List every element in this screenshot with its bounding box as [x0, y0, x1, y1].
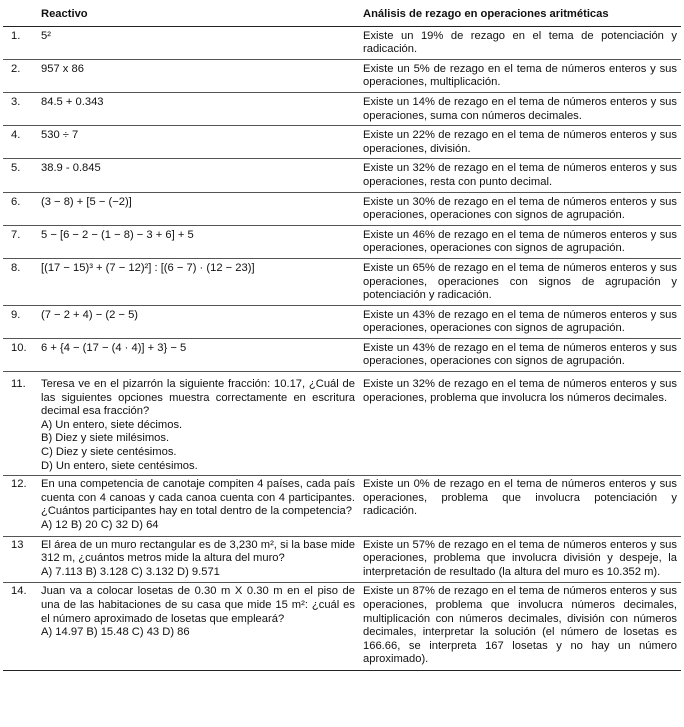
- item-cell: [37, 583, 359, 671]
- item-cell: [37, 26, 359, 59]
- row-number: 1.: [3, 26, 37, 59]
- question-text: Teresa ve en el pizarrón la siguiente fracción: 10.17, ¿Cuál de las siguientes opciones muestra correctamente en escritura decimal esa fracción?: [41, 378, 355, 418]
- row-number: 9.: [3, 305, 37, 338]
- answer-options: A) 14.97 B) 15.48 C) 43 D) 86: [41, 626, 190, 639]
- analysis-cell: Existe un 19% de rezago en el tema de potenciación y radicación.: [359, 26, 681, 59]
- table-row: [3, 536, 681, 583]
- item-line: [(17 − 15)³ + (7 − 12)²] : [(6 − 7) · (12 − 23)]: [41, 261, 255, 274]
- table-row: [3, 338, 681, 371]
- analysis-cell: Existe un 30% de rezago en el tema de números enteros y sus operaciones, operaciones con signos de agrupación.: [359, 192, 681, 225]
- analysis-cell: Existe un 0% de rezago en el tema de números enteros y sus operaciones, problema que involucra potenciación y radicación.: [359, 476, 681, 536]
- row-number: 10.: [3, 338, 37, 371]
- row-number: 4.: [3, 126, 37, 159]
- table-row: [3, 583, 681, 671]
- item-line: 530 ÷ 7: [41, 129, 79, 142]
- table-row: [3, 192, 681, 225]
- analysis-cell: Existe un 43% de rezago en el tema de números enteros y sus operaciones, operaciones con signos de agrupación.: [359, 338, 681, 371]
- analysis-cell: Existe un 46% de rezago en el tema de números enteros y sus operaciones, operaciones con signos de agrupación.: [359, 225, 681, 258]
- item-line: 5²: [41, 29, 51, 42]
- table-row: [3, 372, 681, 476]
- analysis-cell: Existe un 22% de rezago en el tema de números enteros y sus operaciones, división.: [359, 126, 681, 159]
- analysis-cell: Existe un 57% de rezago en el tema de números enteros y sus operaciones, problema que involucra división y despeje, la interpretación de resultado (la altura del muro es 10.352 m).: [359, 536, 681, 583]
- table-row: [3, 305, 681, 338]
- item-cell: [37, 159, 359, 192]
- results-table: [3, 3, 681, 671]
- table-row: [3, 258, 681, 305]
- table-body: [3, 26, 681, 670]
- answer-option: A) Un entero, siete décimos.: [41, 418, 183, 431]
- row-number: 7.: [3, 225, 37, 258]
- item-cell: [37, 305, 359, 338]
- item-line: (7 − 2 + 4) − (2 − 5): [41, 308, 139, 321]
- item-cell: [37, 476, 359, 536]
- header-item: Reactivo: [37, 3, 359, 26]
- row-number: 13: [3, 536, 37, 583]
- row-number: 5.: [3, 159, 37, 192]
- item-line: 5 − [6 − 2 − (1 − 8) − 3 + 6] + 5: [41, 228, 194, 241]
- table-row: [3, 59, 681, 92]
- row-number: 6.: [3, 192, 37, 225]
- item-cell: [37, 126, 359, 159]
- table-row: [3, 126, 681, 159]
- analysis-cell: Existe un 32% de rezago en el tema de números enteros y sus operaciones, problema que involucra los números decimales.: [359, 372, 681, 476]
- table-row: [3, 476, 681, 536]
- item-cell: [37, 192, 359, 225]
- analysis-cell: Existe un 32% de rezago en el tema de números enteros y sus operaciones, resta con punto decimal.: [359, 159, 681, 192]
- answer-option: C) Diez y siete centésimos.: [41, 446, 177, 459]
- row-number: 12.: [3, 476, 37, 536]
- question-text: El área de un muro rectangular es de 3,230 m², si la base mide 312 m, ¿cuántos metros mide la altura del muro?: [41, 538, 355, 565]
- header-row: [3, 3, 681, 26]
- header-analysis: Análisis de rezago en operaciones aritméticas: [359, 3, 681, 26]
- item-cell: [37, 59, 359, 92]
- item-cell: [37, 536, 359, 583]
- question-text: Juan va a colocar losetas de 0.30 m X 0.30 m en el piso de una de las habitaciones de su casa que mide 15 m²: ¿cuál es el número aproximado de losetas que empleará?: [41, 585, 355, 625]
- item-cell: [37, 258, 359, 305]
- item-cell: [37, 225, 359, 258]
- row-number: 14.: [3, 583, 37, 671]
- table-row: [3, 225, 681, 258]
- row-number: 11.: [3, 372, 37, 476]
- item-line: 957 x 86: [41, 62, 84, 75]
- analysis-cell: Existe un 65% de rezago en el tema de números enteros y sus operaciones, operaciones con signos de agrupación y potenciación y radicación.: [359, 258, 681, 305]
- table-header: [3, 3, 681, 26]
- answer-option: B) Diez y siete milésimos.: [41, 432, 170, 445]
- row-number: 8.: [3, 258, 37, 305]
- table-row: [3, 26, 681, 59]
- answer-options: A) 12 B) 20 C) 32 D) 64: [41, 519, 159, 531]
- analysis-cell: Existe un 5% de rezago en el tema de números enteros y sus operaciones, multiplicación.: [359, 59, 681, 92]
- item-line: 84.5 + 0.343: [41, 95, 104, 108]
- row-number: 2.: [3, 59, 37, 92]
- analysis-cell: Existe un 14% de rezago en el tema de números enteros y sus operaciones, suma con números decimales.: [359, 92, 681, 125]
- item-line: (3 − 8) + [5 − (−2)]: [41, 195, 132, 208]
- item-line: 6 + {4 − (17 − (4 · 4)] + 3} − 5: [41, 341, 187, 354]
- row-number: 3.: [3, 92, 37, 125]
- analysis-cell: Existe un 43% de rezago en el tema de números enteros y sus operaciones, operaciones con signos de agrupación.: [359, 305, 681, 338]
- answer-option: D) Un entero, siete centésimos.: [41, 459, 198, 472]
- answer-options: A) 7.113 B) 3.128 C) 3.132 D) 9.571: [41, 565, 220, 578]
- table-row: [3, 92, 681, 125]
- item-line: 38.9 - 0.845: [41, 162, 101, 175]
- item-cell: [37, 338, 359, 371]
- item-cell: [37, 92, 359, 125]
- item-cell: [37, 372, 359, 476]
- analysis-cell: Existe un 87% de rezago en el tema de números enteros y sus operaciones, problema que involucra números decimales, multiplicación con números decimales, división con números decimales, interpretar la solución (el número de losetas es 166.66, se interpreta 167 losetas y no hay un número aproximado).: [359, 583, 681, 671]
- question-text: En una competencia de canotaje compiten 4 países, cada país cuenta con 4 canoas y cada canoa cuenta con 4 participantes. ¿Cuántos participantes hay en total dentro de la competencia?: [41, 478, 355, 518]
- header-number: [3, 3, 37, 26]
- table-row: [3, 159, 681, 192]
